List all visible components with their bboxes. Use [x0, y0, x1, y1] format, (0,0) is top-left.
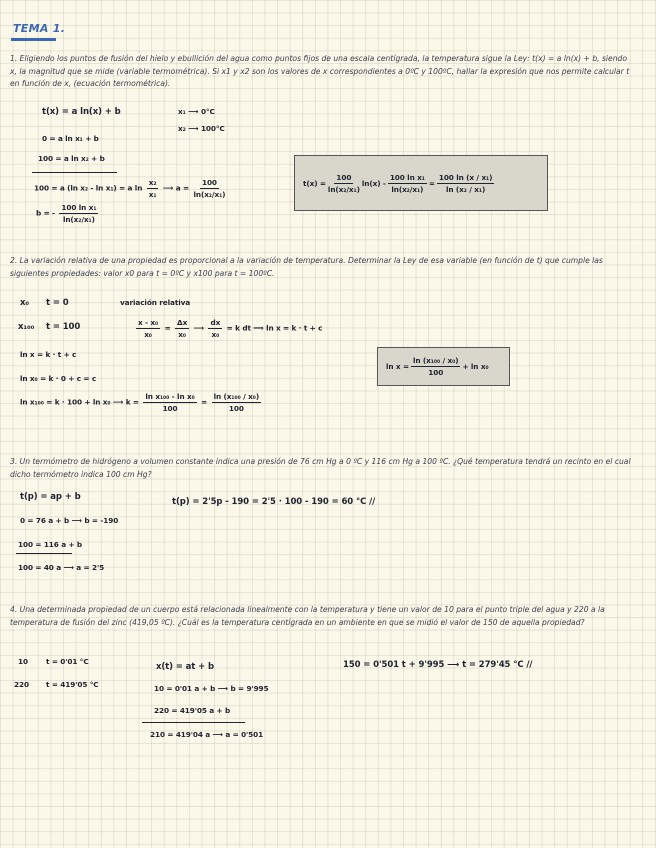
p1-box-lhs: t(x) =: [303, 178, 326, 188]
p1-eq4-left: 100 = a (ln x₂ - ln x₁) = a ln: [34, 183, 143, 193]
fraction-denominator: x₀: [144, 330, 152, 339]
fraction-denominator: ln(x₂/x₁): [327, 184, 360, 194]
p2-b3-equals: =: [201, 397, 208, 407]
fraction-numerator: 100 ln x₁: [61, 203, 97, 212]
fraction-denominator: x₁: [148, 190, 157, 199]
fraction-numerator: ln (x₁₀₀ / x₀): [213, 392, 260, 401]
p2-frac-1: [136, 318, 160, 339]
p1-equation-4: [34, 178, 227, 199]
p4-temp-2: t = 419'05 °C: [46, 680, 99, 689]
p1-box-equals: =: [428, 178, 435, 188]
fraction-numerator: x₂: [148, 178, 157, 187]
fraction-numerator: ln (x₁₀₀ / x₀): [413, 356, 459, 365]
p2-arrow: ⟶: [193, 323, 205, 333]
p1-equation-b: [36, 203, 100, 224]
fraction-denominator: 100: [428, 368, 444, 377]
p2-b3-left: ln x₁₀₀ = k · 100 + ln x₀ ⟶ k =: [20, 397, 139, 407]
p1-box-mid: ln(x) -: [361, 178, 386, 188]
problem-2-statement: 2. La variación relativa de una propiedad es proporcional a la variación de temperatura. Determinar la Ley de esa variable (en función de t) que cumple las siguientes propiedades: valor x0 para t = 0ºC y x100 para t = 100ºC.: [10, 256, 603, 278]
p2-differential-equation: [134, 318, 322, 339]
fraction-numerator: 100: [201, 178, 217, 187]
fraction-numerator: 100: [336, 172, 352, 182]
p3-result: t(p) = 2'5p - 190 = 2'5 · 100 - 190 = 60 °C //: [172, 497, 376, 507]
fraction-denominator: x₀: [211, 330, 220, 339]
p1-eq4-arrow: ⟶ a =: [162, 183, 190, 193]
fraction-numerator: Δx: [177, 318, 188, 327]
p1-equation-law: t(x) = a ln(x) + b: [42, 107, 121, 117]
fraction-numerator: 100 ln (x / x₁): [438, 172, 493, 182]
p1-equation-2: 0 = a ln x₁ + b: [42, 134, 99, 143]
p2-eq-b1: ln x = k · t + c: [20, 350, 77, 359]
p4-temp-1: t = 0'01 °C: [46, 657, 89, 666]
p3-eq-2: 0 = 76 a + b ⟶ b = -190: [20, 516, 119, 525]
p2-frac-3: [208, 318, 222, 339]
p1-result-box: [294, 155, 548, 211]
p4-eq-2: 10 = 0'01 a + b ⟶ b = 9'995: [154, 684, 269, 693]
fraction-denominator: ln(x₂/x₁): [391, 184, 424, 194]
p2-eq-sign: =: [164, 323, 171, 333]
p3-subtraction-line: [16, 553, 72, 554]
p2-eq-b2: ln x₀ = k · 0 + c = c: [20, 374, 97, 383]
p2-label-relative-variation: variación relativa: [120, 298, 191, 307]
p4-result: 150 = 0'501 t + 9'995 ⟶ t = 279'45 °C //: [343, 660, 533, 670]
p2-t100: t = 100: [46, 322, 81, 332]
fraction-numerator: 100 ln x₁: [389, 172, 425, 182]
fraction-numerator: dx: [210, 318, 221, 327]
p1-box-fraction-2: [388, 173, 427, 194]
p2-result-box: [377, 347, 510, 386]
fraction-numerator: ln x₁₀₀ - ln x₀: [145, 392, 195, 401]
p3-eq-3: 100 = 116 a + b: [18, 540, 83, 549]
p1-fixed-point-1: x₁ ⟶ 0°C: [178, 107, 215, 116]
problem-3-statement: 3. Un termómetro de hidrógeno a volumen constante indica una presión de 76 cm Hg a 0 ºC y 116 cm Hg a 100 ºC. ¿Qué temperatura tendrá un recinto en el cual dicho termómetro indica 100 cm Hg?: [10, 457, 631, 479]
p4-value-10: 10: [18, 657, 28, 666]
p3-law: t(p) = ap + b: [20, 492, 81, 502]
fraction-denominator: ln (x₂ / x₁): [445, 184, 486, 194]
p1-eq4-fraction-a: [193, 178, 225, 199]
p1-fixed-point-2: x₂ ⟶ 100°C: [178, 124, 225, 133]
fraction-denominator: 100: [162, 404, 178, 413]
problem-1-statement: 1. Eligiendo los puntos de fusión del hielo y ebullición del agua como puntos fijos de una escala centígrada, la temperatura sigue la Ley: t(x) = a ln(x) + b, siendo x, la magnitud que se mide (variable termométrica). Si x1 y x2 son los valores de x correspondientes a 0ºC y 100ºC, hallar la expresión que nos permite calcular t en función de x, (ecuación termométrica).: [10, 54, 630, 89]
p4-eq-3: 220 = 419'05 a + b: [154, 706, 231, 715]
page-title: TEMA 1.: [13, 22, 66, 35]
p1-box-fraction-1: [328, 173, 360, 194]
p2-integrated: = k dt ⟹ ln x = k · t + c: [226, 323, 323, 333]
p2-b3-frac-2: [212, 392, 261, 413]
p2-t0: t = 0: [46, 298, 69, 308]
fraction-denominator: x₀: [178, 330, 186, 339]
fraction-denominator: 100: [228, 404, 244, 413]
p1-subtraction-line: [32, 172, 117, 173]
p1-eqb-fraction: [59, 203, 98, 224]
p2-box-fraction: [411, 356, 460, 377]
p2-box-tail: + ln x₀: [462, 362, 489, 371]
p2-x0: x₀: [20, 298, 30, 308]
fraction-numerator: x - x₀: [138, 318, 159, 327]
p4-eq-4: 210 = 419'04 a ⟶ a = 0'501: [150, 730, 264, 739]
p2-eq-b3: [20, 392, 263, 413]
p4-value-220: 220: [14, 680, 29, 689]
p2-b3-frac-1: [143, 392, 196, 413]
p4-subtraction-line: [142, 722, 245, 723]
fraction-denominator: ln(x₂/x₁): [62, 215, 95, 224]
p1-equation-3: 100 = a ln x₂ + b: [38, 154, 105, 163]
fraction-denominator: ln(x₂/x₁): [193, 190, 226, 199]
p4-law: x(t) = at + b: [156, 662, 214, 672]
p2-x100: x₁₀₀: [18, 322, 35, 332]
p3-eq-4: 100 = 40 a ⟶ a = 2'5: [18, 563, 105, 572]
p1-eqb-left: b = -: [36, 208, 55, 218]
problem-4-statement: 4. Una determinada propiedad de un cuerpo está relacionada linealmente con la temperatura y tiene un valor de 10 para el punto triple del agua y 220 a la temperatura de fusión del zinc (419,05 ºC). ¿Cuál es la temperatura centígrada en un ambiente en que se midió el valor de 150 de aquella propiedad?: [10, 605, 605, 627]
p2-frac-2: [175, 318, 189, 339]
p1-box-fraction-3: [437, 173, 495, 194]
p2-box-lhs: ln x =: [386, 362, 409, 371]
title-underline: [11, 38, 56, 41]
p1-eq4-fraction-x: [147, 178, 159, 199]
